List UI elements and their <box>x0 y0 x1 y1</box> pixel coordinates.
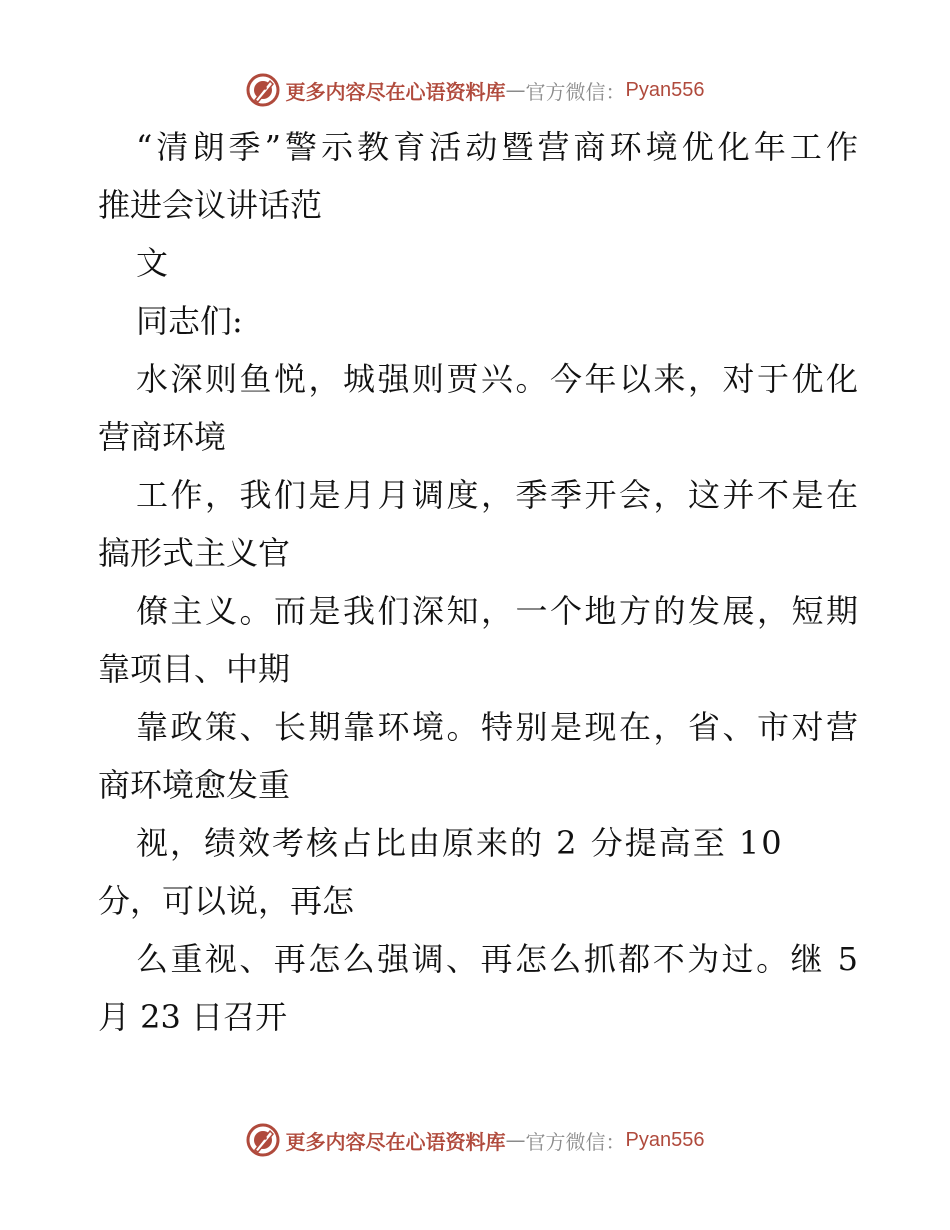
paragraph-line: 么重视、再怎么强调、再怎么抓都不为过。继 5 <box>136 940 858 978</box>
header-wechat-label: 官方微信： <box>525 79 626 104</box>
header-promo-text: 更多内容尽在心语资料库 <box>285 79 506 104</box>
header-banner <box>0 70 950 110</box>
paragraph-line: 分，可以说，再怎 <box>98 882 355 920</box>
paragraph-line: 月 23 日召开 <box>98 998 288 1036</box>
paragraph-line: 水深则鱼悦，城强则贾兴。今年以来，对于优化 <box>136 360 858 398</box>
salutation: 同志们: <box>136 302 243 340</box>
paragraph-line: 商环境愈发重 <box>98 766 291 804</box>
footer-separator: — <box>505 1128 526 1152</box>
footer-promo-text: 更多内容尽在心语资料库 <box>285 1129 506 1154</box>
paragraph-line: 工作，我们是月月调度，季季开会，这并不是在 <box>136 476 858 514</box>
document-title-line-2: 推进会议讲话范 <box>98 186 323 224</box>
paragraph-line: 视，绩效考核占比由原来的 2 分提高至 10 <box>136 824 784 862</box>
paragraph-line: 僚主义。而是我们深知，一个地方的发展，短期 <box>136 592 858 630</box>
paragraph-line: 营商环境 <box>98 418 227 456</box>
paragraph-line: 靠项目、中期 <box>98 650 291 688</box>
document-body <box>98 118 858 1046</box>
pen-nib-logo-icon <box>246 73 280 107</box>
header-separator: — <box>505 78 526 102</box>
document-title-line-1: “清朗季”警示教育活动暨营商环境优化年工作 <box>136 128 858 166</box>
document-title-line-3: 文 <box>136 244 169 282</box>
footer-wechat-id: Pyan556 <box>625 1128 705 1151</box>
footer-banner <box>0 1120 950 1160</box>
pen-nib-logo-icon <box>246 1123 280 1157</box>
footer-wechat-label: 官方微信： <box>525 1129 626 1154</box>
paragraph-line: 靠政策、长期靠环境。特别是现在，省、市对营 <box>136 708 858 746</box>
paragraph-line: 搞形式主义官 <box>98 534 291 572</box>
header-wechat-id: Pyan556 <box>625 78 705 101</box>
